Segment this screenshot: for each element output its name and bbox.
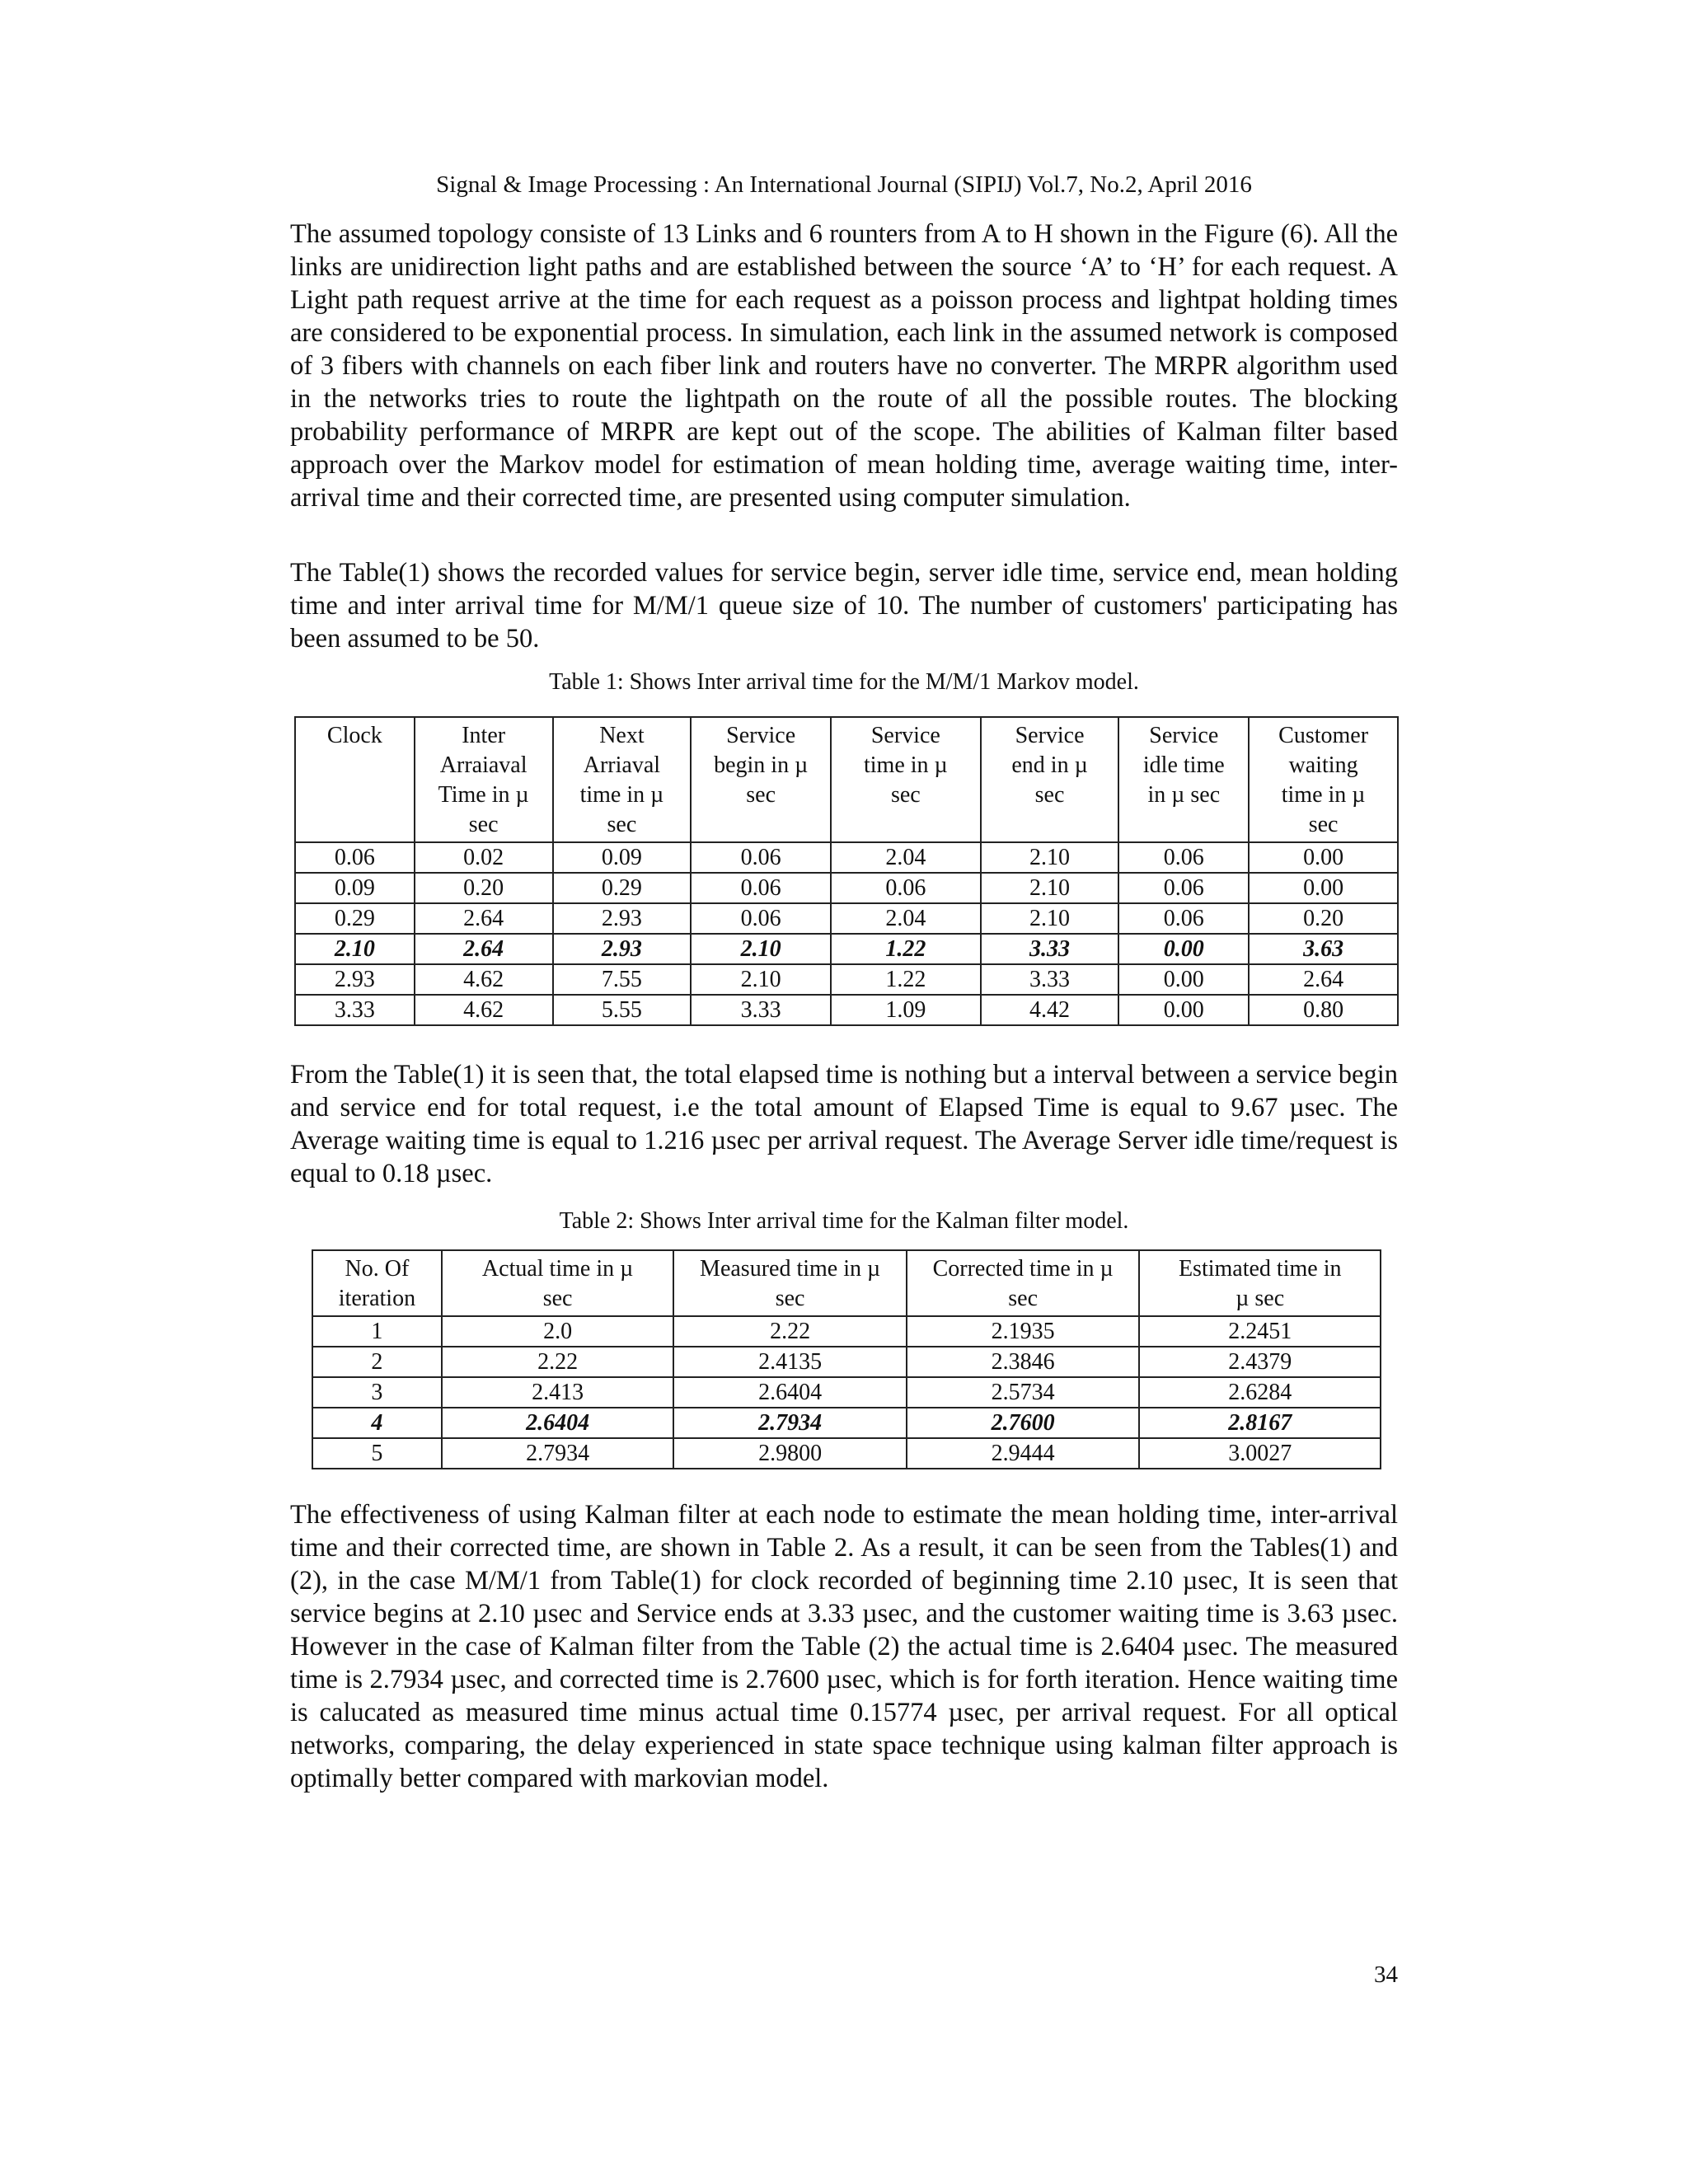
table1-cell: 2.93	[295, 964, 415, 995]
table2-row	[312, 1316, 1381, 1347]
table1-cell: 0.20	[415, 873, 553, 903]
table2-cell: 2.7934	[442, 1438, 673, 1469]
table2-header-row	[312, 1250, 1381, 1316]
table1-cell: 1.09	[831, 995, 981, 1025]
table1-cell: 0.06	[1118, 873, 1249, 903]
table2-cell: 2.8167	[1139, 1408, 1381, 1438]
table1-header-service-end: Service end in µ sec	[981, 717, 1119, 842]
table1-cell: 2.10	[295, 934, 415, 964]
table2-cell: 2.22	[673, 1316, 907, 1347]
table1-cell: 0.80	[1249, 995, 1398, 1025]
table1-cell: 2.64	[415, 903, 553, 934]
table1-header-row	[295, 717, 1398, 842]
table1-cell: 2.93	[553, 934, 692, 964]
table2-row	[312, 1438, 1381, 1469]
table1-cell: 3.33	[981, 964, 1119, 995]
table2-row	[312, 1377, 1381, 1408]
table2-kalman	[312, 1249, 1381, 1469]
table2-caption: Table 2: Shows Inter arrival time for the Kalman filter model.	[559, 1208, 1129, 1234]
table2-row	[312, 1347, 1381, 1377]
table1-cell: 3.63	[1249, 934, 1398, 964]
table1-cell: 0.09	[295, 873, 415, 903]
table2-cell: 3	[312, 1377, 442, 1408]
table1-cell: 0.20	[1249, 903, 1398, 934]
table2-row-highlighted	[312, 1408, 1381, 1438]
table1-cell: 0.06	[691, 873, 831, 903]
table1-cell: 2.64	[1249, 964, 1398, 995]
table1-cell: 4.62	[415, 995, 553, 1025]
table2-cell: 2	[312, 1347, 442, 1377]
table2-cell: 2.6284	[1139, 1377, 1381, 1408]
table1-cell: 0.06	[691, 842, 831, 873]
table1-cell: 0.29	[295, 903, 415, 934]
table2-cell: 1	[312, 1316, 442, 1347]
table2-cell: 2.22	[442, 1347, 673, 1377]
table1-header-idle-time: Service idle time in µ sec	[1118, 717, 1249, 842]
table1-cell: 2.10	[981, 842, 1119, 873]
table1-caption: Table 1: Shows Inter arrival time for the M/M/1 Markov model.	[549, 669, 1139, 695]
table2-cell: 2.1935	[907, 1316, 1140, 1347]
table1-cell: 4.62	[415, 964, 553, 995]
paragraph-kalman-discussion: The effectiveness of using Kalman filter at each node to estimate the mean holding time, inter-arrival time and their corrected time, are shown in Table 2. As a result, it can be seen from the Tables(1) and (2), in the case M/M/1 from Table(1) for clock recorded of beginning time 2.10 µsec, It is seen that service begins at 2.10 µsec and Service ends at 3.33 µsec, and the customer waiting time is 3.63 µsec. However in the case of Kalman filter from the Table (2) the actual time is 2.6404 µsec. The measured time is 2.7934 µsec, and corrected time is 2.7600 µsec, which is for forth iteration. Hence waiting time is calucated as measured time minus actual time 0.15774 µsec, per arrival request. For all optical networks, comparing, the delay experienced in state space technique using kalman filter approach is optimally better compared with markovian model.	[290, 1500, 1398, 1793]
table2-header-actual-time: Actual time in µ sec	[442, 1250, 673, 1316]
table2-cell: 2.9800	[673, 1438, 907, 1469]
table1-row	[295, 903, 1398, 934]
table1-header-waiting-time: Customer waiting time in µ sec	[1249, 717, 1398, 842]
table1-cell: 5.55	[553, 995, 692, 1025]
paragraph-topology: The assumed topology consiste of 13 Links and 6 rounters from A to H shown in the Figure (6). All the links are unidirection light paths and are established between the source ‘A’ to ‘H’ for each request. A Light path request arrive at the time for each request as a poisson process and lightpat holding times are considered to be exponential process. In simulation, each link in the assumed network is composed of 3 fibers with channels on each fiber link and routers have no converter. The MRPR algorithm used in the networks tries to route the lightpath on the route of all the possible routes. The blocking probability performance of MRPR are kept out of the scope. The abilities of Kalman filter based approach over the Markov model for estimation of mean holding time, average waiting time, inter-arrival time and their corrected time, are presented using computer simulation.	[290, 219, 1398, 513]
table1-cell: 0.02	[415, 842, 553, 873]
running-head: Signal & Image Processing : An International Journal (SIPIJ) Vol.7, No.2, April 2016	[436, 171, 1252, 198]
table2-cell: 2.7600	[907, 1408, 1140, 1438]
table1-row	[295, 873, 1398, 903]
table2-header-estimated-time: Estimated time in µ sec	[1139, 1250, 1381, 1316]
table2-cell: 3.0027	[1139, 1438, 1381, 1469]
table2-cell: 2.3846	[907, 1347, 1140, 1377]
table1-cell: 0.00	[1118, 964, 1249, 995]
table2-cell: 2.0	[442, 1316, 673, 1347]
table1-cell: 2.10	[981, 873, 1119, 903]
table1-cell: 0.09	[553, 842, 692, 873]
table1-header-service-begin: Service begin in µ sec	[691, 717, 831, 842]
table2-header-measured-time: Measured time in µ sec	[673, 1250, 907, 1316]
table1-cell: 1.22	[831, 964, 981, 995]
table1-cell: 0.00	[1249, 873, 1398, 903]
table1-cell: 0.06	[691, 903, 831, 934]
table1-header-service-time: Service time in µ sec	[831, 717, 981, 842]
table1-header-clock: Clock	[295, 717, 415, 842]
table1-row	[295, 964, 1398, 995]
table1-cell: 2.10	[691, 934, 831, 964]
table1-cell: 3.33	[981, 934, 1119, 964]
table1-cell: 3.33	[295, 995, 415, 1025]
table1-cell: 0.00	[1118, 934, 1249, 964]
paragraph-table1-discussion: From the Table(1) it is seen that, the total elapsed time is nothing but a interval between a service begin and service end for total request, i.e the total amount of Elapsed Time is equal to 9.67 µsec. The Average waiting time is equal to 1.216 µsec per arrival request. The Average Server idle time/request is equal to 0.18 µsec.	[290, 1060, 1398, 1188]
table1-cell: 1.22	[831, 934, 981, 964]
table1-cell: 3.33	[691, 995, 831, 1025]
table1-cell: 2.04	[831, 842, 981, 873]
table2-cell: 2.413	[442, 1377, 673, 1408]
table1-cell: 4.42	[981, 995, 1119, 1025]
table1-cell: 7.55	[553, 964, 692, 995]
table2-cell: 2.4379	[1139, 1347, 1381, 1377]
table1-header-inter-arrival: Inter Arraiaval Time in µ sec	[415, 717, 553, 842]
table2-cell: 2.6404	[442, 1408, 673, 1438]
table2-header-iteration: No. Of iteration	[312, 1250, 442, 1316]
table2-cell: 5	[312, 1438, 442, 1469]
table1-header-next-arrival: Next Arriaval time in µ sec	[553, 717, 692, 842]
table1-row	[295, 995, 1398, 1025]
table1-cell: 2.93	[553, 903, 692, 934]
table1-row	[295, 842, 1398, 873]
table1-cell: 0.06	[831, 873, 981, 903]
table2-header-corrected-time: Corrected time in µ sec	[907, 1250, 1140, 1316]
table1-markov	[294, 716, 1399, 1026]
table1-cell: 2.10	[981, 903, 1119, 934]
table1-cell: 0.29	[553, 873, 692, 903]
table2-cell: 4	[312, 1408, 442, 1438]
table1-cell: 0.06	[1118, 842, 1249, 873]
table2-cell: 2.2451	[1139, 1316, 1381, 1347]
table1-cell: 0.00	[1118, 995, 1249, 1025]
table1-cell: 0.06	[1118, 903, 1249, 934]
table1-cell: 2.04	[831, 903, 981, 934]
table2-cell: 2.4135	[673, 1347, 907, 1377]
table2-cell: 2.5734	[907, 1377, 1140, 1408]
page-number: 34	[1374, 1961, 1398, 1988]
table1-cell: 2.10	[691, 964, 831, 995]
table1-row-highlighted	[295, 934, 1398, 964]
table2-cell: 2.7934	[673, 1408, 907, 1438]
table1-cell: 0.06	[295, 842, 415, 873]
table1-cell: 2.64	[415, 934, 553, 964]
table2-cell: 2.6404	[673, 1377, 907, 1408]
table2-cell: 2.9444	[907, 1438, 1140, 1469]
paragraph-table1-intro: The Table(1) shows the recorded values for service begin, server idle time, service end, mean holding time and inter arrival time for M/M/1 queue size of 10. The number of customers' participating has been assumed to be 50.	[290, 558, 1398, 654]
table1-cell: 0.00	[1249, 842, 1398, 873]
